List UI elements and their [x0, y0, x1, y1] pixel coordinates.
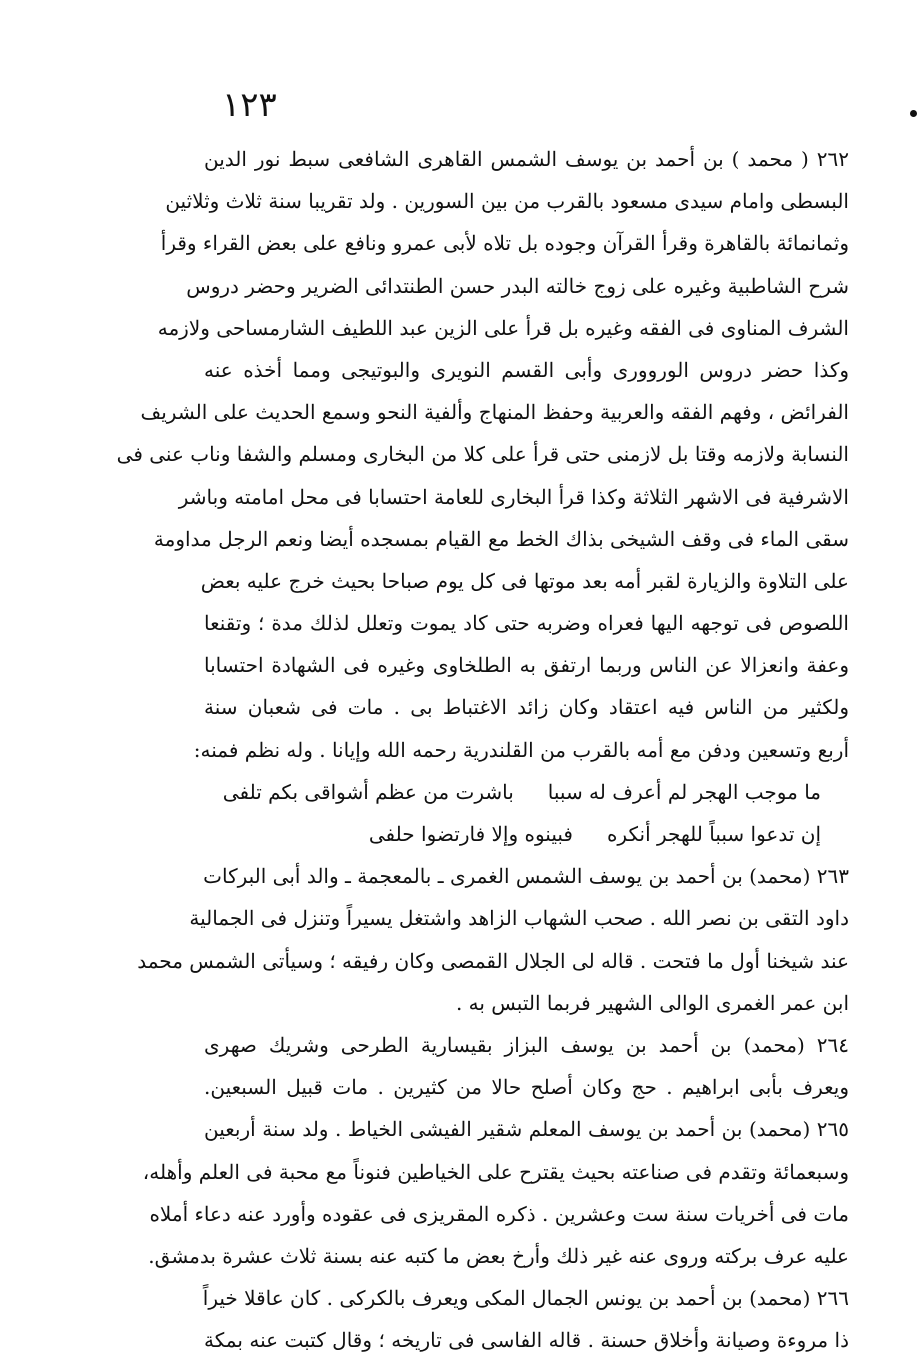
text-line: على التلاوة والزيارة لقبر أمه بعد موتها فى كل يوم صباحا بحيث خرج عليه بعض [200, 568, 849, 593]
text-line: ٢٦٦ (محمد) بن أحمد بن يونس الجمال المكى ويعرف بالكركى . كان عاقلا خيراً [202, 1286, 849, 1311]
text-line: وثمانمائة بالقاهرة وقرأ القرآن وجوده بل تلاه لأبى عمرو ونافع على بعض القراء وقرأ [160, 231, 849, 256]
verse-hemistich: إن تدعوا سبباً للهجر أنكره [606, 822, 821, 846]
text-line: اللصوص فى توجهه اليها فعراه وضربه حتى كاد يموت وتعلل لذلك مدة ؛ وتقنعا [204, 611, 849, 636]
text-line: ولكثير من الناس فيه اعتقاد وكان زائد الاغتباط بى . مات فى شعبان سنة [204, 695, 849, 720]
text-line: وسبعمائة وتقدم فى صناعته بحيث يقترح على الخياطين فنوناً مع محبة فى العلم وأهله، [142, 1159, 849, 1184]
text-line: ويعرف بأبى ابراهيم . حج وكان أصلح حالا من كثيرين . مات قبيل السبعين. [204, 1075, 850, 1100]
text-line: الفرائض ، وفهم الفقه والعربية وحفظ المنهاج وألفية النحو وسمع الحديث على الشريف [140, 400, 849, 425]
page-number: ١٢٣ [222, 85, 277, 125]
text-line: سقى الماء فى وقف الشيخى بذاك الخط مع القيام بمسجده أيضا ونعم الرجل مداومة [153, 526, 849, 551]
text-line: شرح الشاطبية وغيره على زوج خالته البدر حسن الطنتدائى الضرير وحضر دروس [186, 273, 849, 298]
text-line: داود التقى بن نصر الله . صحب الشهاب الزاهد واشتغل يسيراً وتنزل فى الجمالية [189, 906, 849, 931]
text-line: وكذا حضر دروس الوروورى وأبى القسم النويرى والبوتيجى ومما أخذه عنه [204, 357, 849, 382]
text-line: وعفة وانعزالا عن الناس وربما ارتفق به الطلخاوى وغيره فى الشهادة احتسابا [204, 653, 849, 678]
text-line: ٢٦٣ (محمد) بن أحمد بن يوسف الشمس الغمرى ـ بالمعجمة ـ والد أبى البركات [203, 864, 849, 889]
text-line: ٢٦٤ (محمد) بن أحمد بن يوسف البزاز بقيسارية الطرحى وشريك صهرى [204, 1032, 849, 1057]
text-line: البسطى وامام سيدى مسعود بالقرب من بين السورين . ولد تقريبا سنة ثلاث وثلاثين [165, 189, 849, 214]
text-line: مات فى أخريات سنة ست وعشرين . ذكره المقريزى فى عقوده وأورد عنه دعاء أملاه [149, 1201, 849, 1226]
verse-line [204, 813, 849, 855]
text-line: الاشرفية فى الاشهر الثلاثة وكذا قرأ البخارى للعامة احتسابا فى محل امامته وباشر [178, 484, 849, 509]
text-line: الشرف المناوى فى الفقه وغيره بل قرأ على الزين عبد اللطيف الشارمساحى ولازمه [157, 315, 849, 340]
text-line: أربع وتسعين ودفن مع أمه بالقرب من القلندرية رحمه الله وإيانا . وله نظم فمنه: [193, 737, 849, 762]
text-line: عند شيخنا أول ما فتحت . قاله لى الجلال القمصى وكان رفيقه ؛ وسيأتى الشمس محمد [137, 948, 849, 973]
text-line: النسابة ولازمه وقتا بل لازمنى حتى قرأ على كلا من البخارى ومسلم والشفا وناب عنى فى [116, 442, 849, 467]
text-line: عليه عرف بركته وروى عنه غير ذلك وأرخ بعض ما كتبه عنه بسنة ثلاث عشرة بدمشق. [148, 1243, 849, 1268]
verse-hemistich: باشرت من عظم أشواقى بكم تلفى [222, 779, 514, 804]
text-body [116, 138, 850, 1361]
verse-hemistich: فبينوه وإلا فارتضوا حلفى [368, 822, 573, 846]
verse-line [204, 771, 849, 813]
text-line: ٢٦٢ ( محمد ) بن أحمد بن يوسف الشمس القاهرى الشافعى سبط نور الدين [204, 147, 849, 171]
margin-dot [910, 110, 917, 117]
verse-hemistich: ما موجب الهجر لم أعرف له سببا [547, 779, 821, 804]
text-line: ذا مروءة وصيانة وأخلاق حسنة . قاله الفاسى فى تاريخه ؛ وقال كتبت عنه بمكة [204, 1328, 849, 1353]
text-line: ابن عمر الغمرى الوالى الشهير فربما التبس به . [455, 990, 849, 1015]
text-line: ٢٦٥ (محمد) بن أحمد بن يوسف المعلم شقير الفيشى الخياط . ولد سنة أربعين [204, 1117, 849, 1142]
